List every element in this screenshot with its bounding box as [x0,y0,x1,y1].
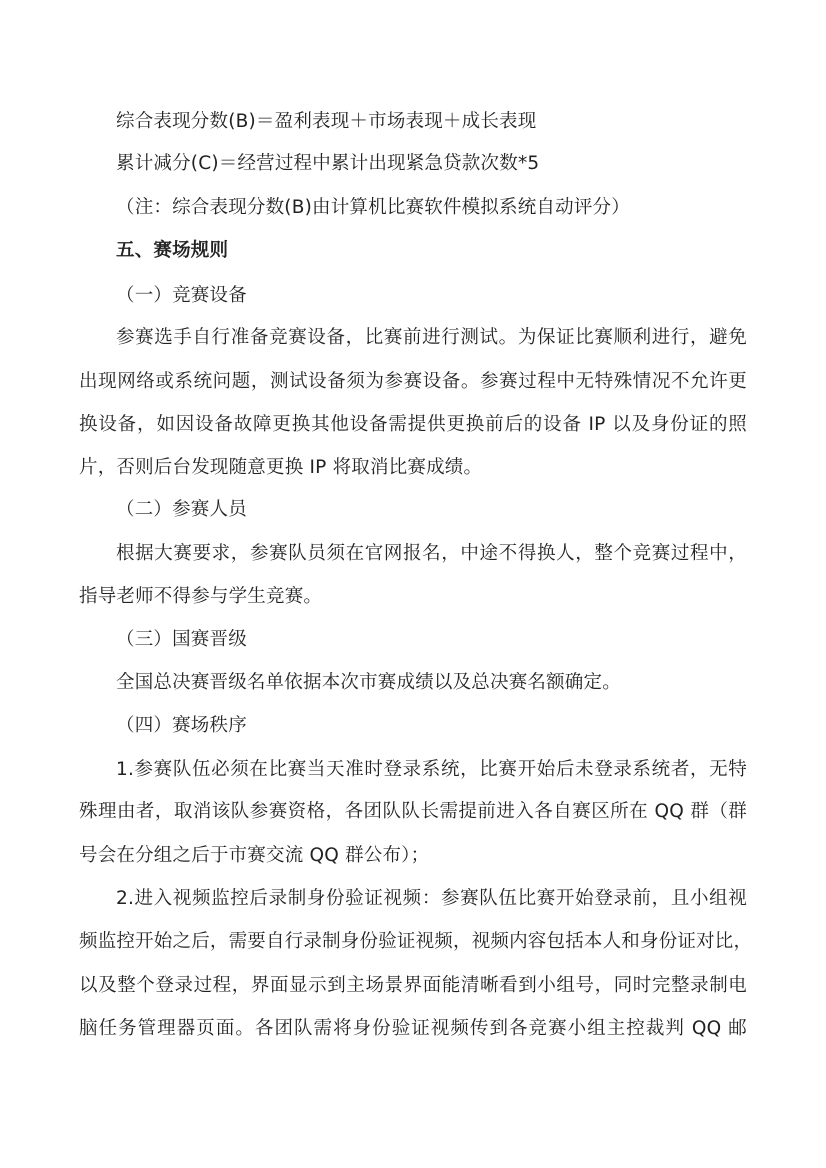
paragraph-line: 出现网络或系统问题，测试设备须为参赛设备。参赛过程中无特殊情况不允许更 [79,371,747,392]
paragraph-line: 殊理由者，取消该队参赛资格，各团队队长需提前进入各自赛区所在 QQ 群（群 [79,801,747,822]
paragraph-line: 1.参赛队伍必须在比赛当天准时登录系统，比赛开始后未登录系统者，无特 [116,759,747,780]
paragraph-line: 片，否则后台发现随意更换 IP 将取消比赛成绩。 [79,457,483,478]
note-auto-scoring: （注：综合表现分数(B)由计算机比赛软件模拟系统自动评分） [116,197,630,218]
paragraph-line: 换设备，如因设备故障更换其他设备需提供更换前后的设备 IP 以及身份证的照 [79,414,747,435]
subheading-venue-order: （四）赛场秩序 [116,715,247,736]
paragraph-line: 号会在分组之后于市赛交流 QQ 群公布）； [79,845,430,866]
paragraph-line: 频监控开始之后，需要自行录制身份验证视频，视频内容包括本人和身份证对比， [79,931,753,952]
subheading-participants: （二）参赛人员 [116,499,247,520]
paragraph-line: 指导老师不得参与学生竞赛。 [79,586,323,607]
paragraph-line: 2.进入视频监控后录制身份验证视频：参赛队伍比赛开始登录前，且小组视 [116,888,747,909]
paragraph-line: 脑任务管理器页面。各团队需将身份验证视频传到各竞赛小组主控裁判 QQ 邮 [79,1018,747,1039]
paragraph-line: 参赛选手自行准备竞赛设备，比赛前进行测试。为保证比赛顺利进行，避免 [116,327,747,348]
formula-composite-score: 综合表现分数(B)＝盈利表现＋市场表现＋成长表现 [116,111,537,132]
section-heading-rules: 五、赛场规则 [116,240,229,261]
paragraph-line: 以及整个登录过程，界面显示到主场景界面能清晰看到小组号，同时完整录制电 [79,975,747,996]
subheading-equipment: （一）竞赛设备 [116,285,247,306]
paragraph-line: 全国总决赛晋级名单依据本次市赛成绩以及总决赛名额确定。 [116,672,621,693]
subheading-national-advance: （三）国赛晋级 [116,629,247,650]
formula-deduction: 累计减分(C)＝经营过程中累计出现紧急贷款次数*5 [116,153,540,174]
paragraph-line: 根据大赛要求，参赛队员须在官网报名，中途不得换人，整个竞赛过程中， [116,543,747,564]
